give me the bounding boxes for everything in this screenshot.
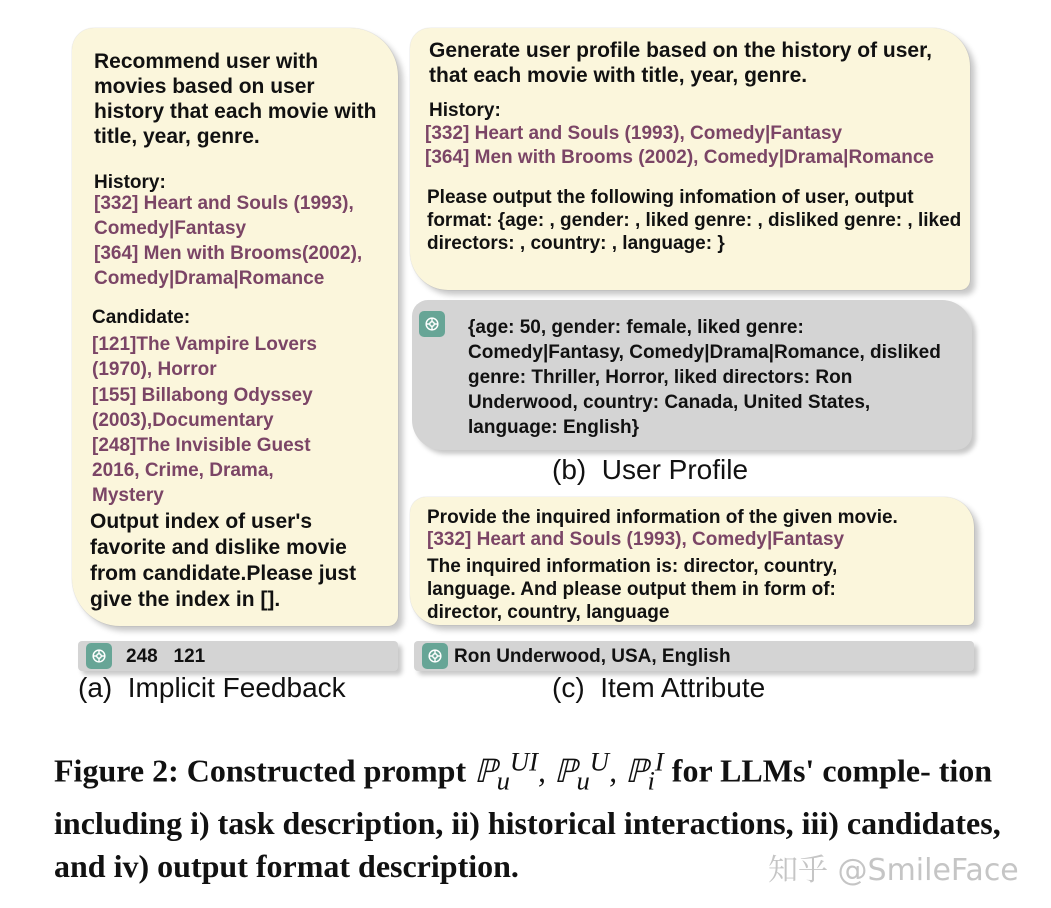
output-instruction-c: The inquired information is: director, country, language. And please output them in form of: director, country, language: [427, 556, 838, 623]
movie-item-c: [332] Heart and Souls (1993), Comedy|Fantasy: [427, 529, 845, 550]
candidate-item-3: [248]The Invisible Guest 2016, Crime, Drama, Mystery: [92, 435, 311, 506]
instruction-item-attribute: Provide the inquired information of the given movie.: [427, 507, 898, 528]
caption-prefix: Figure 2: Constructed prompt: [54, 752, 475, 789]
candidate-heading: Candidate:: [92, 307, 191, 328]
chatgpt-logo-icon: [422, 643, 448, 669]
history-item-a-2: [364] Men with Brooms(2002), Comedy|Drama|Romance: [94, 243, 363, 289]
chatgpt-logo-icon: [86, 643, 112, 669]
candidate-item-1: [121]The Vampire Lovers (1970), Horror: [92, 334, 317, 380]
label-user-profile: (b) User Profile: [552, 454, 749, 485]
history-heading-a: History:: [94, 172, 166, 193]
response-text-b: {age: 50, gender: female, liked genre: Comedy|Fantasy, Comedy|Drama|Romance, disliked genre: Thriller, Horror, liked directors: Ron Underwood, country: Canada, United States, language: English}: [468, 317, 941, 438]
response-text-a: 248 121: [126, 646, 206, 667]
history-item-b-2: [364] Men with Brooms (2002), Comedy|Drama|Romance: [425, 147, 934, 168]
output-instruction-a: Output index of user's favorite and dislike movie from candidate.Please just give the index in [].: [90, 510, 357, 611]
instruction-user-profile: Generate user profile based on the history of user, that each movie with title, year, genre.: [429, 39, 932, 87]
label-implicit-feedback: (a) Implicit Feedback: [78, 672, 346, 703]
chatgpt-logo-icon: [419, 311, 445, 337]
caption-math: ℙ$_u^{UI}$, ℙ$_u^U$, ℙ$_i^I$: [474, 746, 664, 796]
instruction-implicit-feedback: Recommend user with movies based on user history that each movie with title, year, genre.: [94, 50, 377, 148]
output-instruction-b: Please output the following infomation of user, output format: {age: , gender: , liked genre: , disliked genre: , liked directors: , country: , language: }: [427, 187, 962, 254]
history-heading-b: History:: [429, 100, 501, 121]
candidate-item-2: [155] Billabong Odyssey (2003),Documentary: [92, 385, 313, 431]
watermark: 知乎 @SmileFace: [768, 853, 1019, 888]
response-text-c: Ron Underwood, USA, English: [454, 646, 731, 667]
history-item-a-1: [332] Heart and Souls (1993), Comedy|Fantasy: [94, 193, 354, 239]
label-item-attribute: (c) Item Attribute: [552, 672, 766, 703]
history-item-b-1: [332] Heart and Souls (1993), Comedy|Fantasy: [425, 123, 843, 144]
caption-suffix: for LLMs' comple- tion including i) task description, ii) historical interactions, iii) candidates, and iv) output format description.: [54, 752, 1001, 885]
